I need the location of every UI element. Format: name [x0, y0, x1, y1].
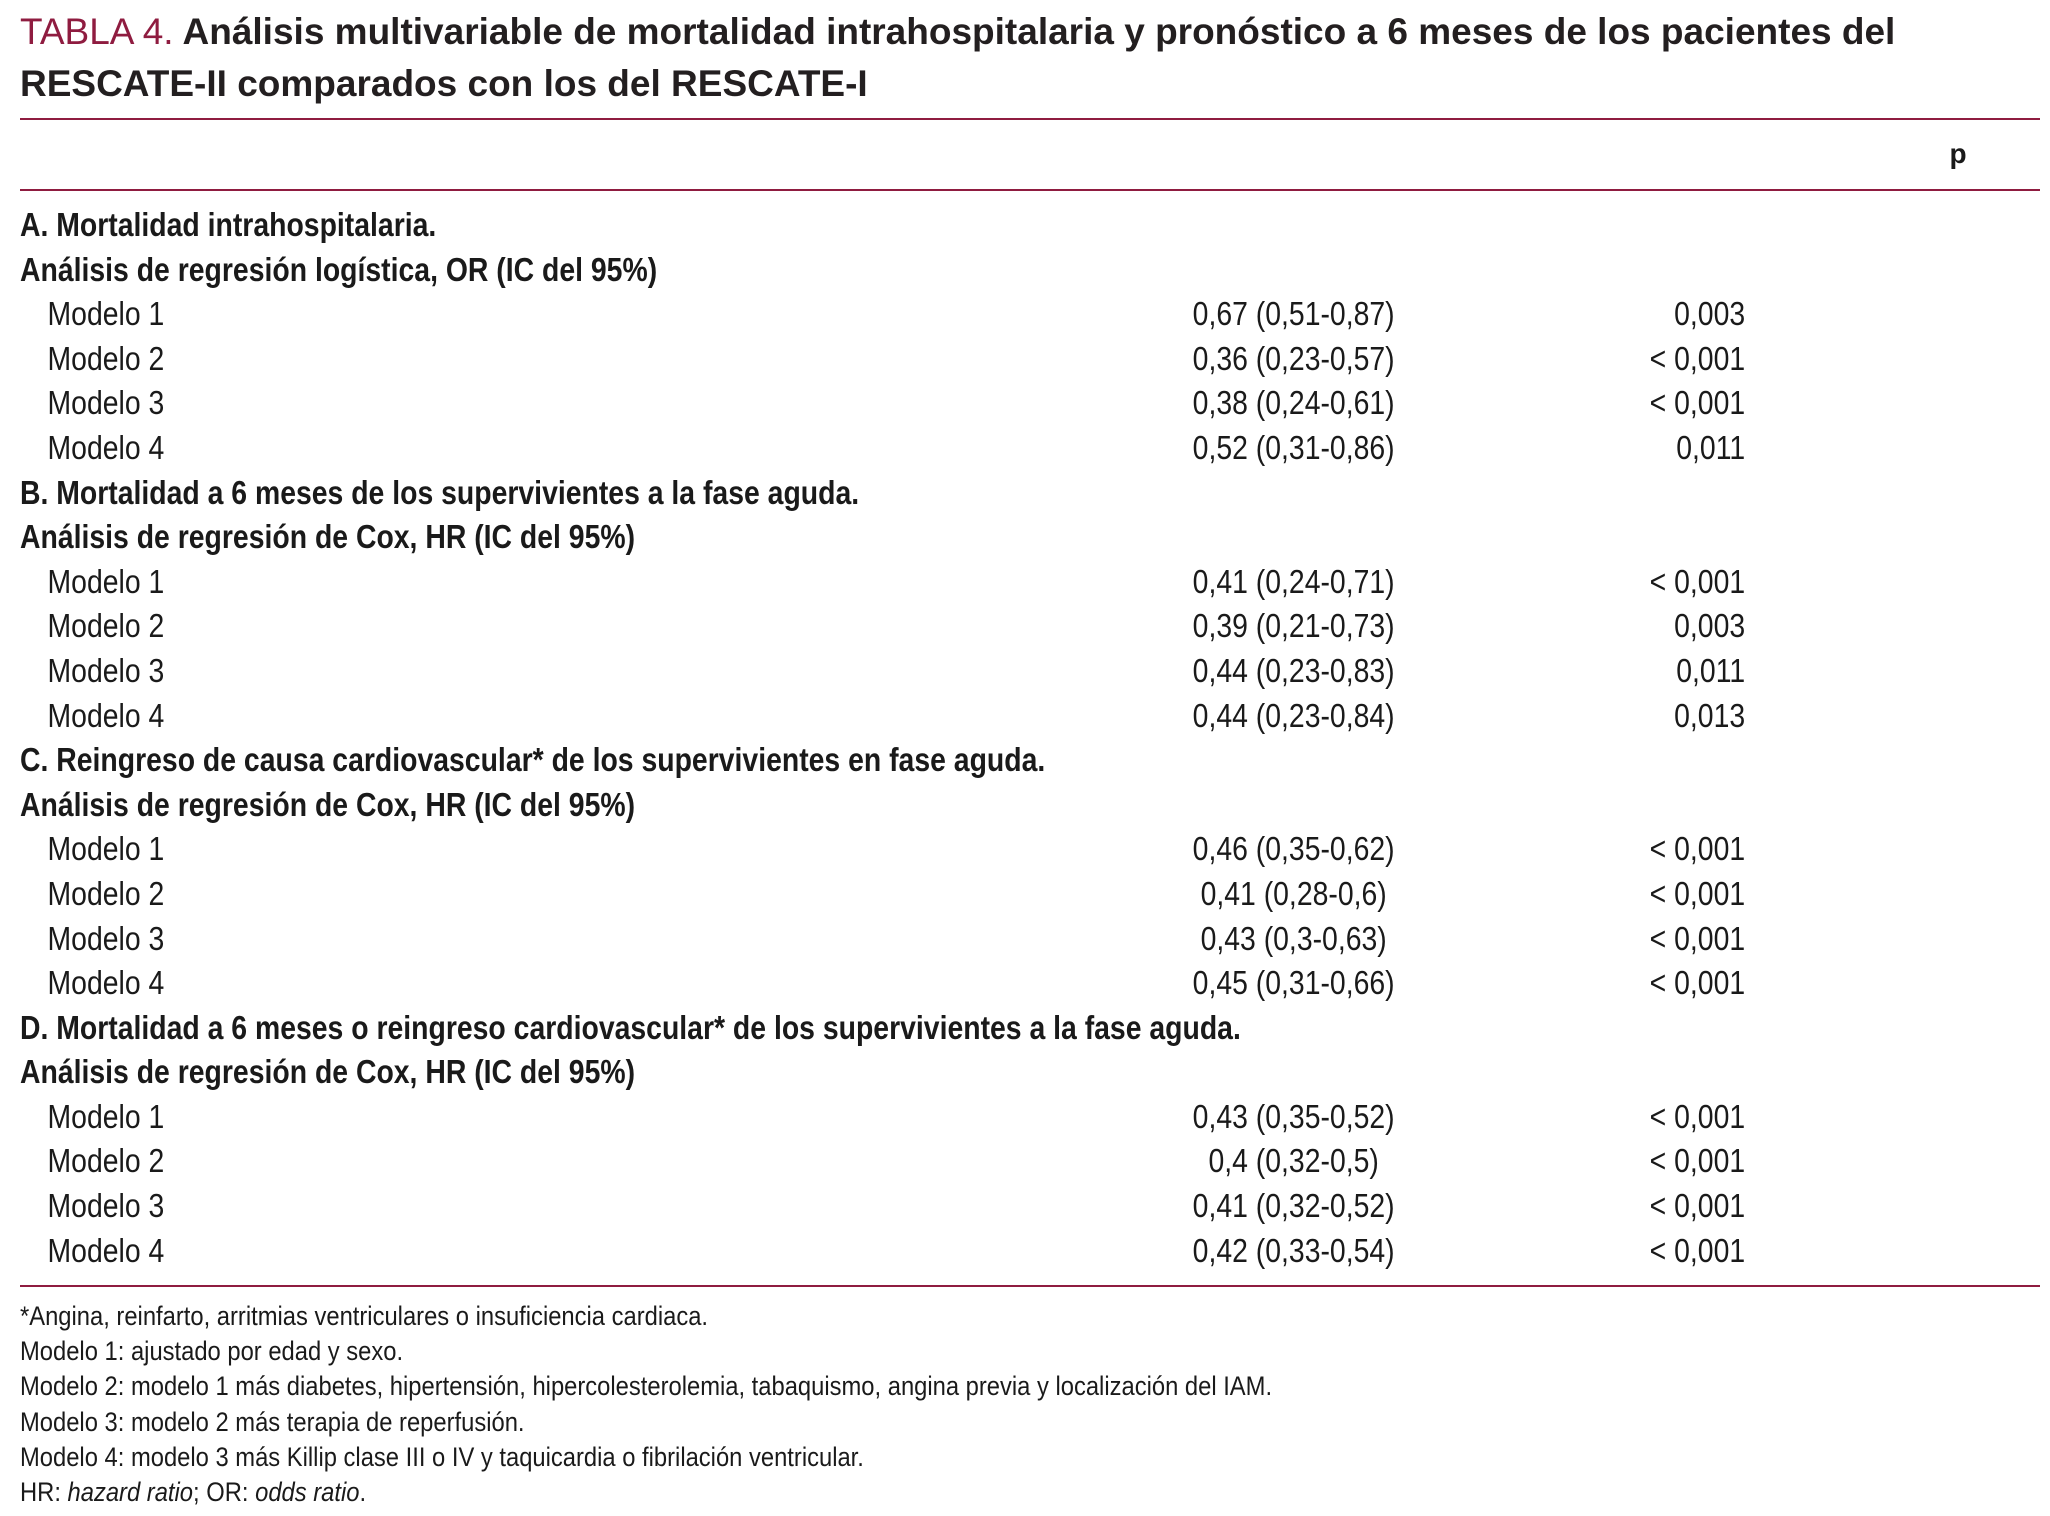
estimate-cell: 0,44 (0,23-0,83): [1192, 651, 1395, 689]
model-label: Modelo 4: [47, 964, 165, 1002]
table-row: [20, 694, 1757, 739]
table-row: [20, 961, 1757, 1006]
section-heading: A. Mortalidad intrahospitalaria.: [20, 206, 437, 243]
estimate-cell: 0,44 (0,23-0,84): [1192, 696, 1395, 734]
p-value-cell: 0,011: [1676, 428, 1746, 466]
estimate-cell: 0,67 (0,51-0,87): [1192, 295, 1395, 333]
p-value-cell: 0,011: [1676, 651, 1746, 689]
p-value-cell: 0,013: [1674, 696, 1746, 734]
p-value-cell: < 0,001: [1649, 874, 1746, 912]
model-label: Modelo 3: [47, 651, 165, 689]
estimate-cell: 0,42 (0,33-0,54): [1192, 1231, 1395, 1269]
model-label: Modelo 4: [47, 696, 165, 734]
model-label: Modelo 1: [47, 830, 165, 868]
table-title: [20, 6, 2030, 110]
p-value-cell: 0,003: [1674, 607, 1746, 645]
bottom-rule: [20, 1285, 2040, 1287]
estimate-cell: 0,41 (0,24-0,71): [1192, 562, 1395, 600]
p-value-cell: < 0,001: [1649, 1142, 1746, 1180]
estimate-cell: 0,41 (0,32-0,52): [1192, 1187, 1395, 1225]
model-label: Modelo 4: [47, 428, 165, 466]
model-label: Modelo 2: [47, 874, 165, 912]
model-label: Modelo 3: [47, 384, 165, 422]
estimate-cell: 0,43 (0,3-0,63): [1200, 919, 1387, 957]
model-label: Modelo 3: [47, 919, 165, 957]
footnote-modelo-3: Modelo 3: modelo 2 más terapia de reperfusión.: [20, 1406, 525, 1437]
table-label: TABLA 4.: [20, 11, 174, 52]
table-row: [20, 872, 1757, 917]
estimate-cell: 0,45 (0,31-0,66): [1192, 964, 1395, 1002]
table-row: [20, 1229, 1757, 1274]
table-row: [20, 649, 1757, 694]
p-value-cell: < 0,001: [1649, 562, 1746, 600]
model-label: Modelo 2: [47, 1142, 165, 1180]
table-row: [20, 827, 1757, 872]
model-label: Modelo 2: [47, 607, 165, 645]
estimate-cell: 0,38 (0,24-0,61): [1192, 384, 1395, 422]
table-title-text: Análisis multivariable de mortalidad intrahospitalaria y pronóstico a 6 meses de los pacientes del RESCATE-II comparados con los del RESCATE-I: [20, 11, 1896, 104]
table-body: [20, 203, 1757, 1273]
footnote-asterisk: *Angina, reinfarto, arritmias ventriculares o insuficiencia cardiaca.: [20, 1301, 709, 1331]
section-subheading: Análisis de regresión logística, OR (IC del 95%): [20, 250, 658, 288]
model-label: Modelo 3: [47, 1187, 165, 1225]
header-rule: [20, 189, 2040, 191]
table-row: [20, 381, 1757, 426]
table-row: [20, 426, 1757, 471]
estimate-cell: 0,46 (0,35-0,62): [1192, 830, 1395, 868]
estimate-cell: 0,4 (0,32-0,5): [1208, 1142, 1379, 1180]
table-row: [20, 917, 1757, 962]
p-value-cell: < 0,001: [1649, 1097, 1746, 1135]
section-subheading: Análisis de regresión de Cox, HR (IC del 95%): [20, 1053, 636, 1091]
estimate-cell: 0,52 (0,31-0,86): [1192, 428, 1395, 466]
p-column-header: p: [1949, 138, 1967, 169]
table-row: [20, 1139, 1757, 1184]
model-label: Modelo 2: [47, 339, 165, 377]
p-value-cell: < 0,001: [1649, 339, 1746, 377]
section-heading: C. Reingreso de causa cardiovascular* de los supervivientes en fase aguda.: [20, 741, 1046, 779]
model-label: Modelo 1: [47, 295, 165, 333]
p-value-cell: < 0,001: [1649, 1187, 1746, 1225]
model-label: Modelo 4: [47, 1231, 165, 1269]
estimate-cell: 0,43 (0,35-0,52): [1192, 1097, 1395, 1135]
footnotes: [20, 1299, 1789, 1510]
table-row: [20, 604, 1757, 649]
section-subheading: Análisis de regresión de Cox, HR (IC del 95%): [20, 518, 636, 556]
model-label: Modelo 1: [47, 562, 165, 600]
table-row: [20, 292, 1757, 337]
section-heading: B. Mortalidad a 6 meses de los supervivientes a la fase aguda.: [20, 473, 860, 511]
p-value-cell: < 0,001: [1649, 384, 1746, 422]
p-value-cell: < 0,001: [1649, 830, 1746, 868]
section-subheading: Análisis de regresión de Cox, HR (IC del 95%): [20, 785, 636, 823]
footnote-modelo-2: Modelo 2: modelo 1 más diabetes, hipertensión, hipercolesterolemia, tabaquismo, angina previa y localización del IAM.: [20, 1371, 1273, 1402]
p-value-cell: < 0,001: [1649, 964, 1746, 1002]
estimate-cell: 0,39 (0,21-0,73): [1192, 607, 1395, 645]
p-value-cell: 0,003: [1674, 295, 1746, 333]
estimate-cell: 0,41 (0,28-0,6): [1200, 874, 1387, 912]
table-row: [20, 1184, 1757, 1229]
top-rule: [20, 118, 2040, 120]
p-value-cell: < 0,001: [1649, 919, 1746, 957]
estimate-cell: 0,36 (0,23-0,57): [1192, 339, 1395, 377]
footnote-abbreviations: HR: hazard ratio; OR: odds ratio.: [20, 1477, 367, 1508]
footnote-modelo-4: Modelo 4: modelo 3 más Killip clase III o IV y taquicardia o fibrilación ventricular.: [20, 1441, 864, 1472]
footnote-modelo-1: Modelo 1: ajustado por edad y sexo.: [20, 1336, 404, 1367]
table-row: [20, 1095, 1757, 1140]
table-row: [20, 560, 1757, 605]
p-value-cell: < 0,001: [1649, 1231, 1746, 1269]
model-label: Modelo 1: [47, 1097, 165, 1135]
table-row: [20, 337, 1757, 382]
section-heading: D. Mortalidad a 6 meses o reingreso cardiovascular* de los supervivientes a la fase aguda.: [20, 1008, 1241, 1046]
